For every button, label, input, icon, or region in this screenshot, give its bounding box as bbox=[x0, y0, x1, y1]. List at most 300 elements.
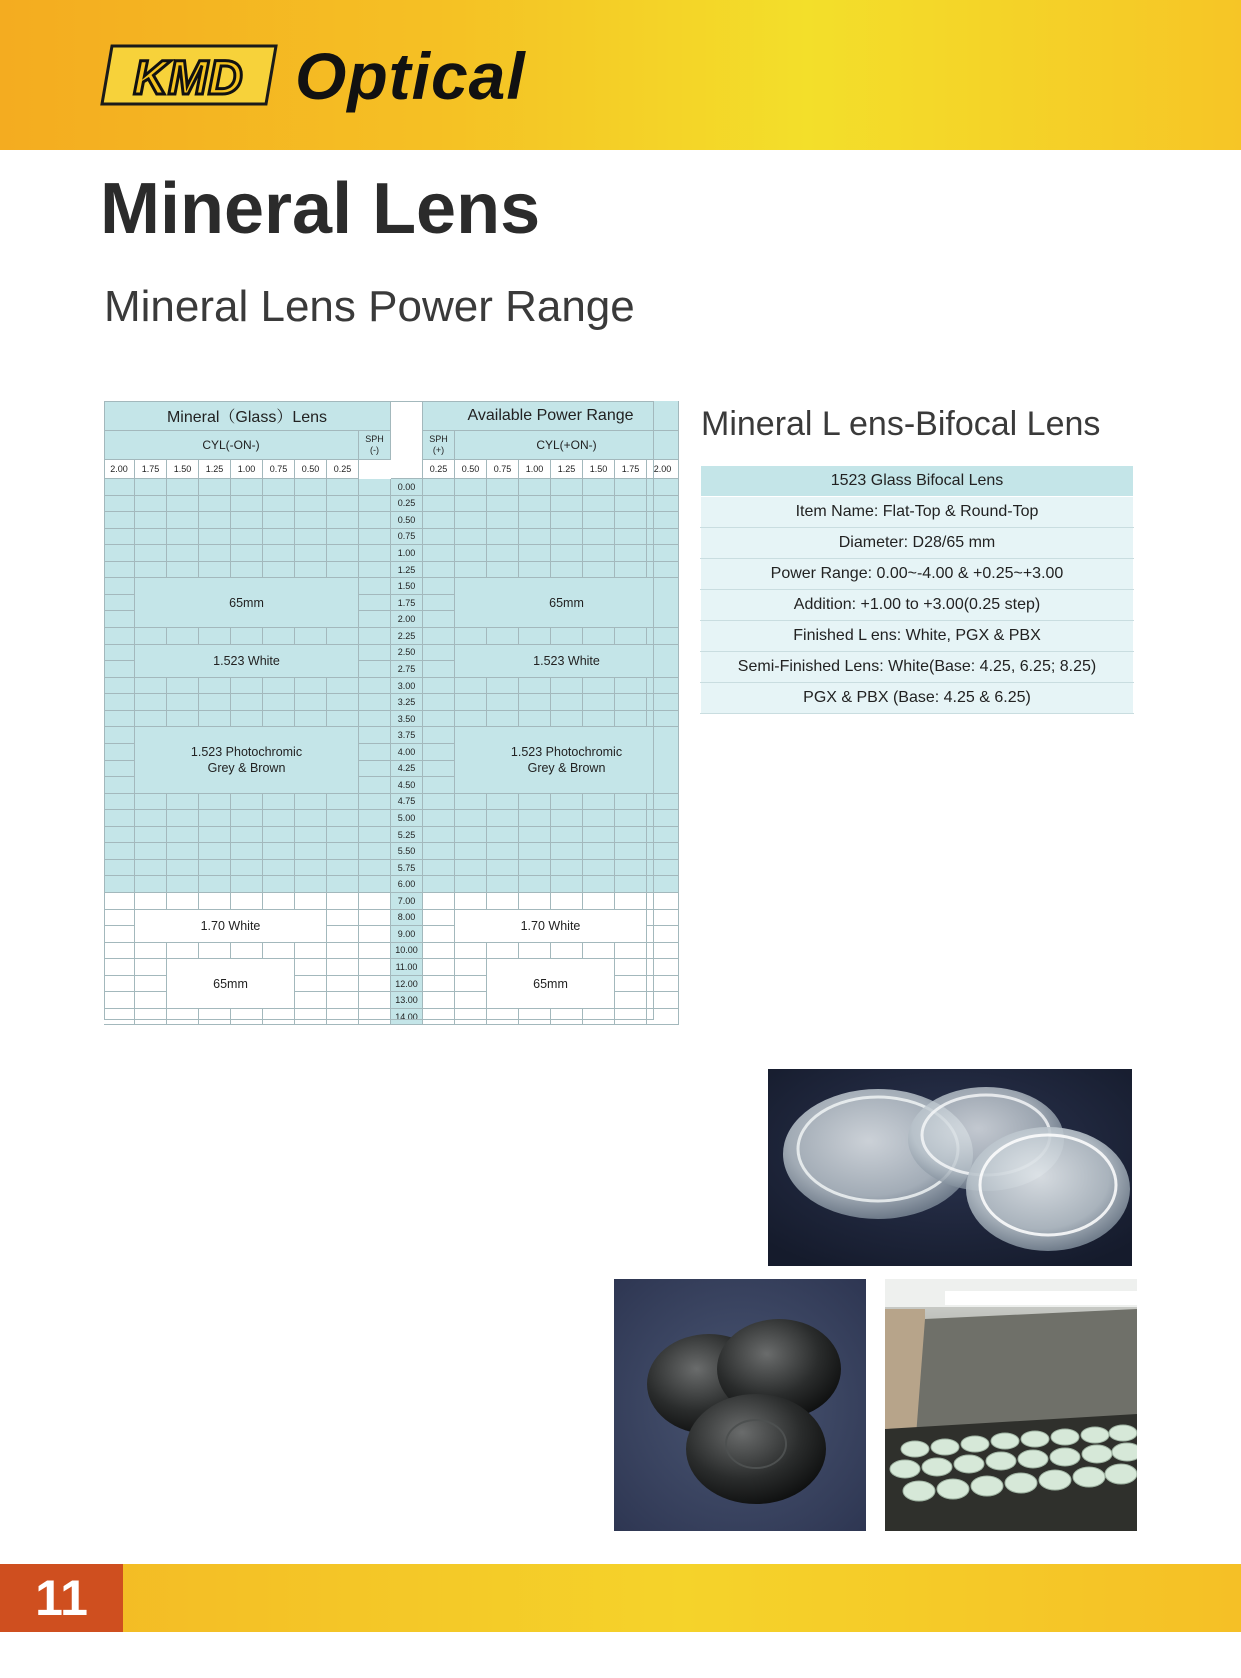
grid-cell bbox=[647, 545, 679, 562]
grid-cell bbox=[327, 959, 359, 976]
grid-cell bbox=[167, 545, 199, 562]
grid-cell bbox=[487, 694, 519, 711]
right-cyl-label: CYL(+ON-) bbox=[455, 431, 679, 460]
grid-cell bbox=[295, 976, 327, 993]
grid-cell bbox=[135, 976, 167, 993]
grid-cell bbox=[647, 810, 679, 827]
grid-cell bbox=[199, 843, 231, 860]
grid-cell bbox=[519, 876, 551, 893]
grid-cell bbox=[199, 512, 231, 529]
grid-cell bbox=[295, 711, 327, 728]
grid-cell bbox=[199, 678, 231, 695]
grid-cell bbox=[615, 711, 647, 728]
grid-cell bbox=[647, 562, 679, 579]
bifocal-spec-row bbox=[701, 528, 1134, 559]
grid-cell bbox=[135, 512, 167, 529]
grid-cell bbox=[135, 678, 167, 695]
grid-cell bbox=[519, 628, 551, 645]
grid-cell bbox=[359, 645, 391, 662]
grid-cell bbox=[423, 727, 455, 744]
grid-cell bbox=[199, 545, 231, 562]
grid-cell bbox=[327, 512, 359, 529]
bifocal-spec-text: Item Name: Flat-Top & Round-Top bbox=[701, 497, 1134, 528]
grid-cell bbox=[551, 876, 583, 893]
grid-cell bbox=[135, 860, 167, 877]
grid-cell bbox=[104, 562, 135, 579]
grid-cell bbox=[455, 860, 487, 877]
grid-cell bbox=[167, 794, 199, 811]
grid-cell bbox=[231, 827, 263, 844]
grid-cell bbox=[423, 545, 455, 562]
grid-cell bbox=[327, 992, 359, 1009]
grid-cell bbox=[135, 694, 167, 711]
grid-cell bbox=[519, 512, 551, 529]
grid-cell bbox=[487, 943, 519, 960]
grid-cell bbox=[423, 1009, 455, 1026]
grid-cell bbox=[199, 479, 231, 496]
right-cyl-value: 1.25 bbox=[551, 460, 583, 479]
grid-cell bbox=[583, 479, 615, 496]
grid-cell bbox=[615, 694, 647, 711]
grid-cell bbox=[647, 959, 679, 976]
sph-value: 12.00 bbox=[391, 976, 423, 993]
right-table-title: Available Power Range bbox=[423, 401, 679, 431]
grid-cell bbox=[263, 1009, 295, 1026]
grid-cell bbox=[135, 943, 167, 960]
logo-text: KMD bbox=[133, 52, 243, 105]
grid-cell bbox=[295, 496, 327, 513]
grid-cell bbox=[327, 876, 359, 893]
grid-cell bbox=[519, 860, 551, 877]
sph-value: 2.75 bbox=[391, 661, 423, 678]
grid-cell bbox=[551, 512, 583, 529]
grid-cell bbox=[647, 794, 679, 811]
grid-cell bbox=[295, 893, 327, 910]
grid-cell bbox=[359, 661, 391, 678]
grid-cell bbox=[263, 694, 295, 711]
sph-plus-text: SPH bbox=[429, 434, 448, 444]
grid-cell bbox=[295, 794, 327, 811]
grid-cell bbox=[104, 943, 135, 960]
grid-cell bbox=[231, 545, 263, 562]
clear-glass-lenses-photo bbox=[768, 1069, 1132, 1266]
grid-cell bbox=[359, 992, 391, 1009]
grid-cell bbox=[487, 794, 519, 811]
grid-cell bbox=[519, 562, 551, 579]
grid-cell bbox=[455, 529, 487, 546]
grid-cell bbox=[359, 910, 391, 927]
grid-cell bbox=[455, 1009, 487, 1026]
page-title: Mineral Lens bbox=[100, 169, 541, 249]
grid-cell bbox=[167, 678, 199, 695]
grid-cell bbox=[359, 611, 391, 628]
sph-value: 2.50 bbox=[391, 645, 423, 662]
grid-cell bbox=[551, 562, 583, 579]
sph-value: 14.00 bbox=[391, 1009, 423, 1026]
grid-cell bbox=[583, 876, 615, 893]
grid-cell bbox=[263, 893, 295, 910]
region-text: 65mm bbox=[549, 595, 584, 610]
grid-cell bbox=[327, 827, 359, 844]
grid-cell bbox=[455, 711, 487, 728]
grid-cell bbox=[359, 496, 391, 513]
grid-cell bbox=[647, 976, 679, 993]
grid-cell bbox=[423, 678, 455, 695]
region-text: 1.70 White bbox=[200, 918, 261, 933]
grid-cell bbox=[104, 628, 135, 645]
grid-cell bbox=[359, 628, 391, 645]
grid-cell bbox=[295, 843, 327, 860]
sph-value: 4.75 bbox=[391, 794, 423, 811]
bifocal-spec-row bbox=[701, 590, 1134, 621]
grid-cell bbox=[487, 512, 519, 529]
grid-cell bbox=[104, 910, 135, 927]
grid-cell bbox=[359, 959, 391, 976]
grid-cell bbox=[231, 860, 263, 877]
grid-cell bbox=[327, 843, 359, 860]
grid-cell bbox=[199, 893, 231, 910]
grid-cell bbox=[615, 943, 647, 960]
grid-cell bbox=[327, 678, 359, 695]
grid-cell bbox=[423, 876, 455, 893]
grid-cell bbox=[167, 479, 199, 496]
left-cyl-value: 0.75 bbox=[263, 460, 295, 479]
left-region-label bbox=[135, 910, 327, 943]
grid-cell bbox=[583, 711, 615, 728]
grid-cell bbox=[263, 479, 295, 496]
grid-cell bbox=[263, 545, 295, 562]
grid-cell bbox=[647, 479, 679, 496]
bifocal-spec-row bbox=[701, 621, 1134, 652]
sph-value: 6.00 bbox=[391, 876, 423, 893]
grid-cell bbox=[487, 843, 519, 860]
grid-cell bbox=[295, 959, 327, 976]
grid-cell bbox=[455, 512, 487, 529]
grid-cell bbox=[647, 512, 679, 529]
grid-cell bbox=[359, 876, 391, 893]
region-text: 1.70 White bbox=[520, 918, 581, 933]
grid-cell bbox=[487, 678, 519, 695]
grid-cell bbox=[359, 727, 391, 744]
grid-cell bbox=[423, 910, 455, 927]
grid-cell bbox=[647, 910, 679, 927]
grid-cell bbox=[359, 512, 391, 529]
grid-cell bbox=[135, 529, 167, 546]
right-cyl-value: 1.50 bbox=[583, 460, 615, 479]
grid-cell bbox=[487, 827, 519, 844]
grid-cell bbox=[647, 529, 679, 546]
grid-cell bbox=[231, 512, 263, 529]
grid-cell bbox=[615, 794, 647, 811]
grid-cell bbox=[104, 694, 135, 711]
grid-cell bbox=[551, 529, 583, 546]
grid-cell bbox=[263, 496, 295, 513]
sph-value: 0.25 bbox=[391, 496, 423, 513]
right-cyl-value: 0.50 bbox=[455, 460, 487, 479]
grid-cell bbox=[135, 496, 167, 513]
grid-cell bbox=[295, 992, 327, 1009]
grid-cell bbox=[327, 628, 359, 645]
grid-cell bbox=[647, 860, 679, 877]
grid-cell bbox=[359, 1009, 391, 1026]
grid-cell bbox=[104, 595, 135, 612]
grid-cell bbox=[295, 827, 327, 844]
grid-cell bbox=[295, 943, 327, 960]
sph-value: 9.00 bbox=[391, 926, 423, 943]
grid-cell bbox=[423, 645, 455, 662]
grid-cell bbox=[327, 860, 359, 877]
left-region-label bbox=[135, 645, 359, 678]
bifocal-spec-row bbox=[701, 683, 1134, 714]
grid-cell bbox=[615, 678, 647, 695]
sph-value: 13.00 bbox=[391, 992, 423, 1009]
bifocal-spec-table bbox=[700, 465, 1134, 714]
grid-cell bbox=[104, 843, 135, 860]
grid-cell bbox=[167, 711, 199, 728]
grid-cell bbox=[583, 943, 615, 960]
bifocal-spec-text: Addition: +1.00 to +3.00(0.25 step) bbox=[701, 590, 1134, 621]
grid-cell bbox=[487, 1009, 519, 1026]
grid-cell bbox=[583, 893, 615, 910]
grid-cell bbox=[231, 562, 263, 579]
grid-cell bbox=[327, 562, 359, 579]
grid-cell bbox=[519, 843, 551, 860]
grid-cell bbox=[583, 843, 615, 860]
grid-cell bbox=[551, 628, 583, 645]
grid-cell bbox=[615, 562, 647, 579]
grid-cell bbox=[231, 810, 263, 827]
grid-cell bbox=[455, 678, 487, 695]
grid-cell bbox=[295, 860, 327, 877]
grid-cell bbox=[551, 678, 583, 695]
grid-cell bbox=[519, 711, 551, 728]
grid-cell bbox=[423, 512, 455, 529]
grid-cell bbox=[615, 496, 647, 513]
grid-cell bbox=[615, 827, 647, 844]
bifocal-header-row bbox=[701, 466, 1134, 497]
grid-cell bbox=[199, 529, 231, 546]
grid-cell bbox=[199, 694, 231, 711]
grid-cell bbox=[423, 827, 455, 844]
grid-cell bbox=[135, 562, 167, 579]
grid-cell bbox=[455, 843, 487, 860]
sph-value: 3.75 bbox=[391, 727, 423, 744]
bifocal-spec-text: Power Range: 0.00~-4.00 & +0.25~+3.00 bbox=[701, 559, 1134, 590]
sph-value: 5.75 bbox=[391, 860, 423, 877]
grid-cell bbox=[327, 794, 359, 811]
grid-cell bbox=[487, 496, 519, 513]
grid-cell bbox=[167, 860, 199, 877]
grid-cell bbox=[359, 562, 391, 579]
grid-cell bbox=[263, 860, 295, 877]
grid-cell bbox=[263, 678, 295, 695]
grid-cell bbox=[104, 893, 135, 910]
grid-cell bbox=[359, 678, 391, 695]
grid-cell bbox=[647, 711, 679, 728]
grid-cell bbox=[615, 1009, 647, 1026]
grid-cell bbox=[104, 496, 135, 513]
grid-cell bbox=[487, 876, 519, 893]
left-region-label bbox=[135, 727, 359, 793]
grid-cell bbox=[263, 843, 295, 860]
grid-cell bbox=[423, 926, 455, 943]
grid-cell bbox=[551, 694, 583, 711]
grid-cell bbox=[615, 860, 647, 877]
grid-cell bbox=[231, 711, 263, 728]
left-cyl-value: 1.75 bbox=[135, 460, 167, 479]
grid-cell bbox=[455, 794, 487, 811]
grid-cell bbox=[327, 545, 359, 562]
page-number: 11 bbox=[0, 1564, 123, 1632]
grid-cell bbox=[231, 843, 263, 860]
grid-cell bbox=[327, 810, 359, 827]
left-region-label bbox=[135, 578, 359, 628]
left-table-title: Mineral（Glass）Lens bbox=[104, 401, 391, 431]
grid-cell bbox=[359, 794, 391, 811]
grid-cell bbox=[647, 678, 679, 695]
left-region-label bbox=[167, 959, 295, 1009]
grid-cell bbox=[104, 860, 135, 877]
grid-cell bbox=[327, 711, 359, 728]
grid-cell bbox=[519, 1009, 551, 1026]
grid-cell bbox=[199, 827, 231, 844]
grid-cell bbox=[647, 876, 679, 893]
grid-cell bbox=[487, 893, 519, 910]
grid-cell bbox=[423, 992, 455, 1009]
grid-cell bbox=[551, 545, 583, 562]
grid-cell bbox=[583, 562, 615, 579]
grid-cell bbox=[104, 959, 135, 976]
grid-cell bbox=[167, 628, 199, 645]
grid-cell bbox=[455, 694, 487, 711]
grid-cell bbox=[615, 843, 647, 860]
grid-cell bbox=[104, 794, 135, 811]
region-text: 65mm bbox=[229, 595, 264, 610]
grid-cell bbox=[551, 893, 583, 910]
center-header-blank bbox=[391, 401, 423, 479]
sph-plus-text: (+) bbox=[432, 445, 445, 455]
grid-cell bbox=[487, 860, 519, 877]
grid-cell bbox=[104, 827, 135, 844]
grid-cell bbox=[455, 496, 487, 513]
grid-cell bbox=[519, 479, 551, 496]
grid-cell bbox=[263, 529, 295, 546]
grid-cell bbox=[135, 843, 167, 860]
grid-cell bbox=[423, 976, 455, 993]
grid-cell bbox=[487, 810, 519, 827]
grid-cell bbox=[104, 512, 135, 529]
grid-cell bbox=[231, 794, 263, 811]
grid-cell bbox=[551, 794, 583, 811]
grid-cell bbox=[551, 496, 583, 513]
grid-cell bbox=[359, 810, 391, 827]
sph-value: 4.00 bbox=[391, 744, 423, 761]
grid-cell bbox=[615, 512, 647, 529]
grid-cell bbox=[104, 645, 135, 662]
kmd-logo bbox=[100, 44, 280, 106]
grid-cell bbox=[615, 959, 647, 976]
grid-cell bbox=[519, 810, 551, 827]
region-text: 1.523 White bbox=[533, 653, 600, 668]
grid-cell bbox=[359, 694, 391, 711]
sph-value: 0.50 bbox=[391, 512, 423, 529]
grid-cell bbox=[583, 628, 615, 645]
right-region-label bbox=[487, 959, 615, 1009]
grid-cell bbox=[551, 943, 583, 960]
grid-cell bbox=[231, 678, 263, 695]
grid-cell bbox=[231, 694, 263, 711]
sph-minus-text: SPH bbox=[365, 434, 384, 444]
right-cyl-value: 0.75 bbox=[487, 460, 519, 479]
grid-cell bbox=[423, 694, 455, 711]
grid-cell bbox=[199, 711, 231, 728]
sph-value: 2.25 bbox=[391, 628, 423, 645]
sph-value: 5.00 bbox=[391, 810, 423, 827]
grid-cell bbox=[295, 512, 327, 529]
grid-cell bbox=[519, 794, 551, 811]
grid-cell bbox=[359, 860, 391, 877]
grid-cell bbox=[263, 628, 295, 645]
grid-cell bbox=[199, 496, 231, 513]
grid-cell bbox=[327, 694, 359, 711]
grid-cell bbox=[423, 843, 455, 860]
right-region-label bbox=[455, 727, 679, 793]
region-text: 1.523 Photochromic bbox=[190, 745, 303, 759]
grid-cell bbox=[647, 893, 679, 910]
grid-cell bbox=[359, 926, 391, 943]
sph-value: 3.50 bbox=[391, 711, 423, 728]
grid-cell bbox=[359, 827, 391, 844]
grid-cell bbox=[423, 661, 455, 678]
grid-cell bbox=[135, 711, 167, 728]
grid-cell bbox=[519, 943, 551, 960]
grid-cell bbox=[455, 545, 487, 562]
left-cyl-value: 0.50 bbox=[295, 460, 327, 479]
grid-cell bbox=[104, 661, 135, 678]
bifocal-spec-row bbox=[701, 652, 1134, 683]
grid-cell bbox=[423, 562, 455, 579]
grid-cell bbox=[295, 562, 327, 579]
grid-cell bbox=[423, 611, 455, 628]
region-text: 1.523 White bbox=[213, 653, 280, 668]
grid-cell bbox=[423, 959, 455, 976]
grid-cell bbox=[104, 976, 135, 993]
grid-cell bbox=[104, 744, 135, 761]
grid-cell bbox=[327, 976, 359, 993]
grid-cell bbox=[199, 876, 231, 893]
grid-cell bbox=[167, 893, 199, 910]
grid-cell bbox=[423, 794, 455, 811]
grid-cell bbox=[615, 628, 647, 645]
grid-cell bbox=[583, 529, 615, 546]
grid-cell bbox=[455, 628, 487, 645]
grid-cell bbox=[231, 943, 263, 960]
sph-minus-text: (-) bbox=[370, 445, 379, 455]
grid-cell bbox=[167, 512, 199, 529]
grid-cell bbox=[615, 893, 647, 910]
grid-cell bbox=[423, 777, 455, 794]
grid-cell bbox=[423, 744, 455, 761]
grid-cell bbox=[295, 1009, 327, 1026]
grid-cell bbox=[423, 496, 455, 513]
left-cyl-value: 1.50 bbox=[167, 460, 199, 479]
region-text: Grey & Brown bbox=[207, 761, 286, 775]
grid-cell bbox=[231, 496, 263, 513]
grid-cell bbox=[104, 545, 135, 562]
grid-cell bbox=[135, 628, 167, 645]
page-subtitle: Mineral Lens Power Range bbox=[104, 282, 635, 331]
grid-cell bbox=[231, 1009, 263, 1026]
